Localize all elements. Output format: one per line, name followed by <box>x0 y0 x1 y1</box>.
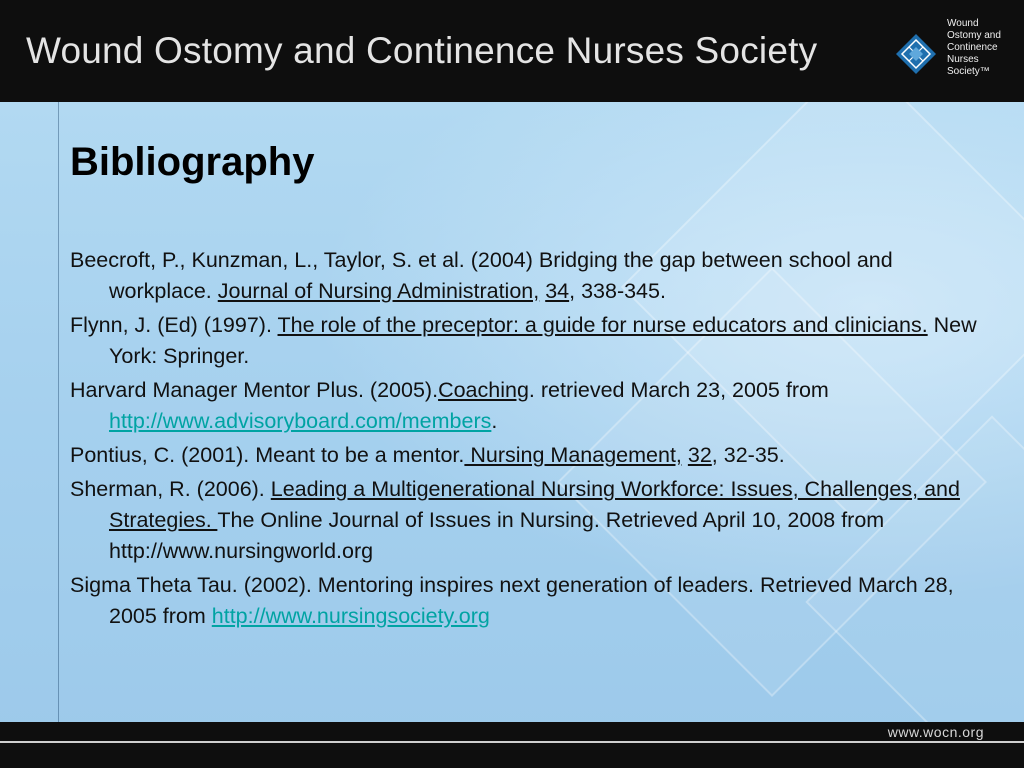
volume-number: 32 <box>687 443 712 467</box>
left-rule <box>58 102 59 768</box>
reference-item: Flynn, J. (Ed) (1997). The role of the preceptor: a guide for nurse educators and clinicians. New York: Springer. <box>70 313 977 368</box>
reference-item: Sherman, R. (2006). Leading a Multigenerational Nursing Workforce: Issues, Challenges, and Strategies. The Online Journal of Issues in Nursing. Retrieved April 10, 2008 from http://www.nursingworld.org <box>70 477 960 563</box>
footer-divider <box>0 741 1024 743</box>
reference-item: Sigma Theta Tau. (2002). Mentoring inspires next generation of leaders. Retrieved March 28, 2005 from http://www.nursingsociety.org <box>70 573 954 628</box>
book-title: The role of the preceptor: a guide for nurse educators and clinicians. <box>277 313 928 337</box>
page-title: Bibliography <box>70 140 315 184</box>
journal-title: Journal of Nursing Administration, <box>217 279 540 303</box>
journal-title: Nursing Management, <box>464 443 682 467</box>
footer-bar <box>0 722 1024 768</box>
reference-item: Beecroft, P., Kunzman, L., Taylor, S. et al. (2004) Bridging the gap between school and workplace. Journal of Nursing Administration, 34, 338-345. <box>70 248 893 303</box>
volume-number: 34 <box>545 279 570 303</box>
reference-item: Harvard Manager Mentor Plus. (2005).Coaching. retrieved March 23, 2005 from http://www.advisoryboard.com/members. <box>70 378 829 433</box>
diamond-grid-icon <box>896 34 936 74</box>
logo-wordmark: Wound Ostomy and Continence Nurses Society™ <box>947 18 1001 77</box>
reference-link[interactable]: http://www.advisoryboard.com/members <box>109 409 492 433</box>
article-title: Leading a Multigenerational Nursing Workforce: Issues, Challenges, and Strategies. <box>109 477 960 532</box>
reference-list <box>70 245 990 635</box>
footer-url: www.wocn.org <box>887 724 984 740</box>
reference-link[interactable]: http://www.nursingsociety.org <box>211 604 490 628</box>
reference-item: Pontius, C. (2001). Meant to be a mentor. Nursing Management, 32, 32-35. <box>70 443 785 467</box>
header-bar <box>0 0 1024 102</box>
org-name: Wound Ostomy and Continence Nurses Society <box>26 30 818 71</box>
article-title: Coaching <box>438 378 529 402</box>
